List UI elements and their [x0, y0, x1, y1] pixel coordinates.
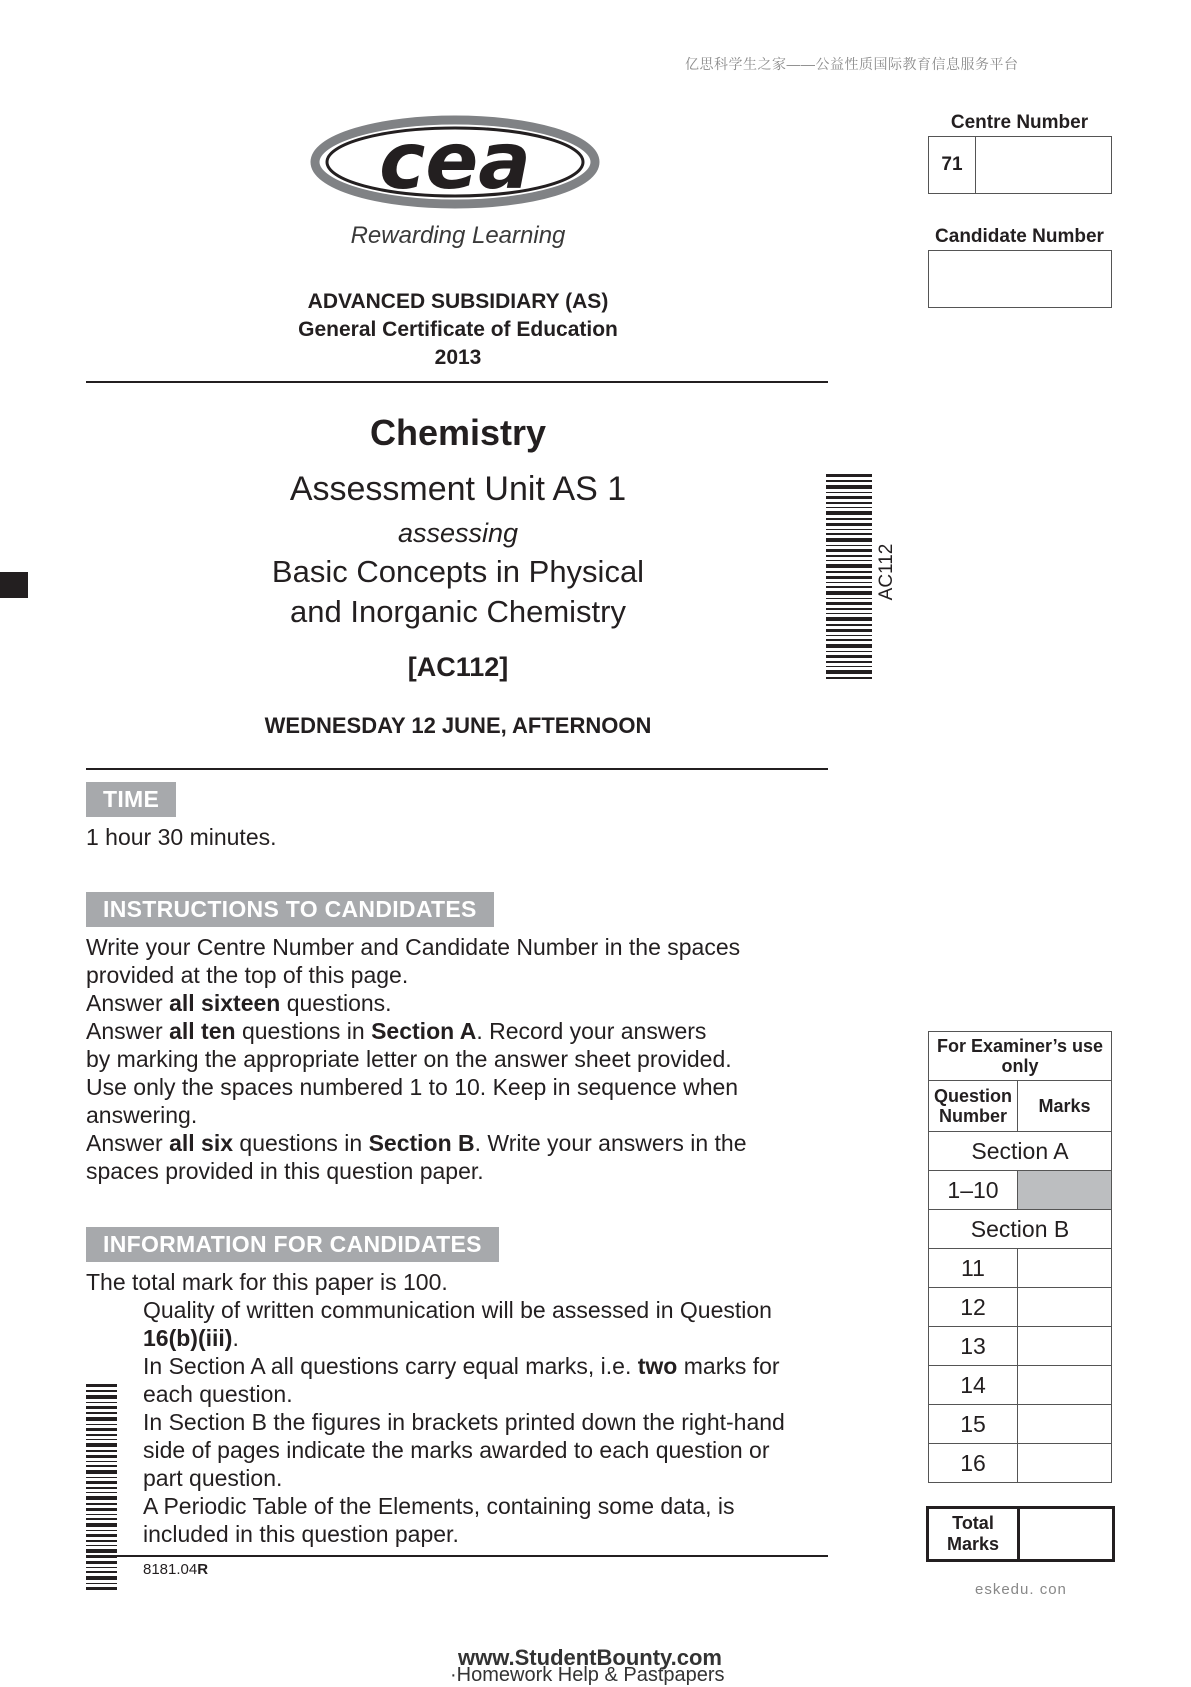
instruction-line: provided at the top of this page.: [86, 962, 409, 988]
instructions-text: [86, 933, 846, 1185]
instruction-line: Write your Centre Number and Candidate Number in the spaces: [86, 934, 741, 960]
question-number-cell: 16: [929, 1444, 1018, 1483]
section-a-row: Section A: [929, 1132, 1112, 1171]
barcode: [826, 474, 872, 682]
info-line: 16(b)(iii).: [143, 1325, 239, 1351]
studentbounty-url: www.StudentBounty.com: [458, 1645, 722, 1670]
divider: [86, 768, 828, 770]
marks-cell[interactable]: [1018, 1366, 1112, 1405]
marks-cell[interactable]: [1018, 1444, 1112, 1483]
logo-tagline: Rewarding Learning: [350, 222, 566, 249]
qualification-name: General Certificate of Education: [298, 318, 618, 341]
svg-text:cea: cea: [379, 117, 531, 207]
section-b-row: Section B: [929, 1210, 1112, 1249]
reference-number: 8181.04R: [143, 1561, 209, 1578]
exam-year: 2013: [434, 346, 482, 369]
info-line: In Section B the figures in brackets printed down the right-hand: [143, 1409, 785, 1435]
information-heading: INFORMATION FOR CANDIDATES: [86, 1227, 499, 1262]
info-line: Quality of written communication will be assessed in Question: [143, 1297, 772, 1323]
question-number-cell: 15: [929, 1405, 1018, 1444]
centre-number-prefix: 71: [929, 137, 976, 193]
info-line: In Section A all questions carry equal marks, i.e. two marks for: [143, 1353, 780, 1379]
info-total-marks: The total mark for this paper is 100.: [86, 1269, 448, 1295]
subject-title: Chemistry: [369, 412, 547, 453]
instruction-line: Answer all ten questions in Section A. Record your answers: [86, 1018, 707, 1044]
paper-code: [AC112]: [407, 652, 509, 682]
time-value: 1 hour 30 minutes.: [86, 824, 277, 850]
assessment-unit: Assessment Unit AS 1: [289, 470, 627, 508]
instructions-heading: INSTRUCTIONS TO CANDIDATES: [86, 892, 494, 927]
marks-cell[interactable]: [1018, 1405, 1112, 1444]
topic-line-1: Basic Concepts in Physical: [271, 554, 645, 589]
registration-mark: [0, 572, 28, 598]
header-watermark: 亿思科学生之家——公益性质国际教育信息服务平台: [685, 56, 1019, 72]
information-text: [143, 1296, 843, 1548]
col-question-number: Question Number: [929, 1081, 1018, 1132]
section-a-range: 1–10: [929, 1171, 1018, 1210]
question-number-cell: 11: [929, 1249, 1018, 1288]
instruction-line: Answer all sixteen questions.: [86, 990, 392, 1016]
assessing-label: assessing: [397, 518, 519, 548]
info-line: included in this question paper.: [143, 1521, 459, 1547]
exam-date: WEDNESDAY 12 JUNE, AFTERNOON: [264, 713, 652, 738]
cea-logo: [305, 110, 605, 220]
instruction-line: by marking the appropriate letter on the answer sheet provided.: [86, 1046, 732, 1072]
examiner-table-title: For Examiner’s use only: [929, 1032, 1112, 1081]
marks-cell[interactable]: [1018, 1249, 1112, 1288]
divider: [86, 381, 828, 383]
time-heading: TIME: [86, 782, 176, 817]
divider: [86, 1555, 828, 1557]
barcode: [86, 1384, 117, 1590]
total-marks-label: Total Marks: [929, 1509, 1020, 1559]
qualification-level: ADVANCED SUBSIDIARY (AS): [307, 290, 609, 313]
centre-number-label: Centre Number: [950, 112, 1089, 133]
candidate-number-field[interactable]: [928, 250, 1112, 308]
barcode-code: AC112: [876, 543, 897, 601]
instruction-line: spaces provided in this question paper.: [86, 1158, 484, 1184]
question-number-cell: 14: [929, 1366, 1018, 1405]
info-line: A Periodic Table of the Elements, containing some data, is: [143, 1493, 735, 1519]
marks-cell[interactable]: [1018, 1288, 1112, 1327]
info-line: part question.: [143, 1465, 283, 1491]
question-number-cell: 12: [929, 1288, 1018, 1327]
instruction-line: Use only the spaces numbered 1 to 10. Keep in sequence when: [86, 1074, 739, 1100]
col-marks: Marks: [1018, 1081, 1112, 1132]
studentbounty-tagline: ·Homework Help & Pastpapers: [450, 1664, 725, 1686]
instruction-line: Answer all six questions in Section B. Write your answers in the: [86, 1130, 747, 1156]
topic-line-2: and Inorganic Chemistry: [290, 594, 626, 629]
total-marks-box: [926, 1506, 1115, 1562]
centre-number-field[interactable]: [928, 136, 1112, 194]
examiner-marks-table: [928, 1031, 1112, 1483]
section-a-marks-cell: [1018, 1171, 1112, 1210]
question-number-cell: 13: [929, 1327, 1018, 1366]
marks-cell[interactable]: [1018, 1327, 1112, 1366]
info-line: each question.: [143, 1381, 293, 1407]
instruction-line: answering.: [86, 1102, 198, 1128]
candidate-number-label: Candidate Number: [935, 226, 1104, 247]
info-line: side of pages indicate the marks awarded to each question or: [143, 1437, 770, 1463]
footer-watermark: eskedu. con: [975, 1581, 1067, 1598]
